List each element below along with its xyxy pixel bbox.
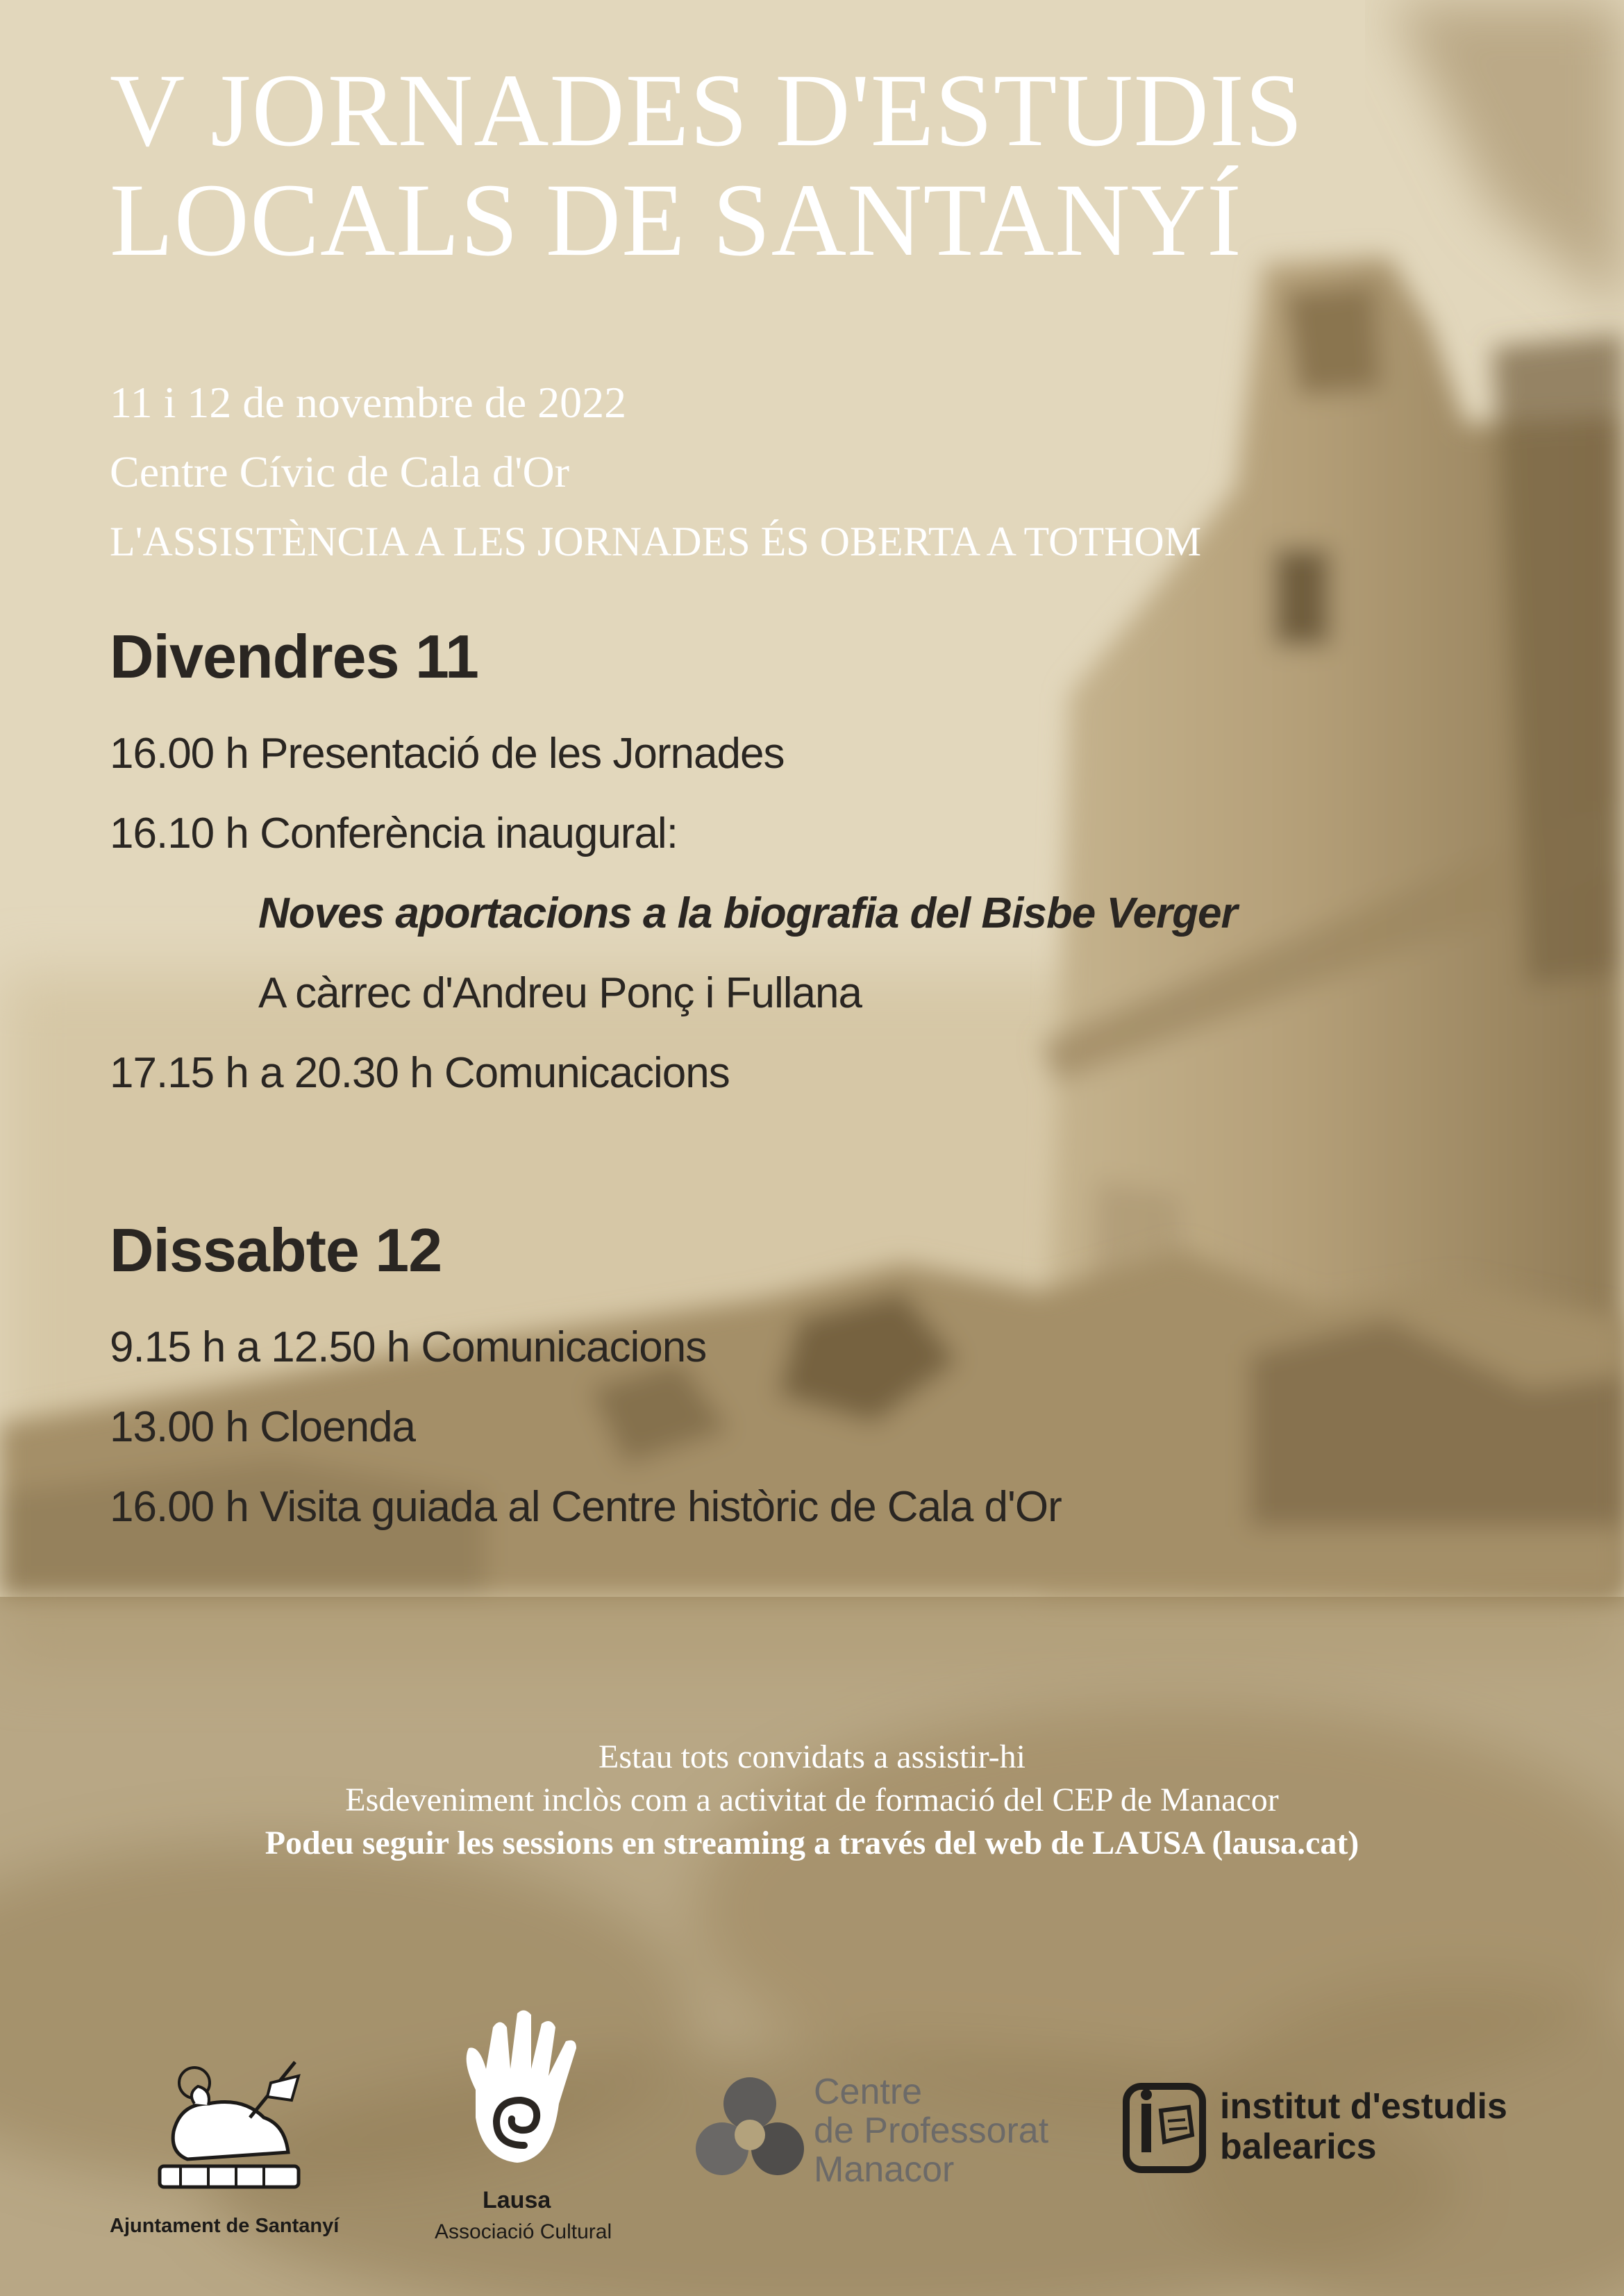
friday-item-speaker: A càrrec d'Andreu Ponç i Fullana	[258, 969, 862, 1017]
cep-label	[814, 2072, 1048, 2189]
hand-spiral-icon	[455, 2006, 594, 2173]
friday-item-talk-title: Noves aportacions a la biografia del Bisbe Verger	[258, 889, 1237, 937]
santanyi-crest-icon	[146, 2055, 312, 2208]
invitation-line: Estau tots convidats a assistir-hi	[598, 1738, 1026, 1775]
saturday-item-communications: 9.15 h a 12.50 h Comunicacions	[110, 1323, 707, 1371]
saturday-item-guided-visit: 16.00 h Visita guiada al Centre històric de Cala d'Or	[110, 1483, 1062, 1531]
ieb-mark-icon	[1119, 2079, 1209, 2177]
cep-line-1: Centre	[814, 2072, 923, 2112]
ieb-line-2: balearics	[1220, 2127, 1377, 2167]
friday-item-communications: 17.15 h a 20.30 h Comunicacions	[110, 1049, 730, 1097]
cep-line-3: Manacor	[814, 2150, 955, 2190]
training-activity-line: Esdeveniment inclòs com a activitat de formació del CEP de Manacor	[345, 1782, 1279, 1818]
event-dates: 11 i 12 de novembre de 2022	[110, 378, 627, 427]
friday-item-conference: 16.10 h Conferència inaugural:	[110, 810, 678, 857]
friday-heading: Divendres 11	[110, 622, 478, 691]
saturday-heading: Dissabte 12	[110, 1216, 442, 1284]
cep-circles-icon	[691, 2072, 809, 2190]
lausa-subtitle: Associació Cultural	[435, 2220, 612, 2243]
open-attendance-notice: L'ASSISTÈNCIA A LES JORNADES ÉS OBERTA A TOTHOM	[110, 519, 1202, 564]
event-info	[110, 368, 1201, 576]
footer-notes	[0, 1736, 1624, 1865]
santanyi-label: Ajuntament de Santanyí	[110, 2215, 340, 2237]
ieb-label	[1220, 2086, 1507, 2167]
saturday-item-closing: 13.00 h Cloenda	[110, 1403, 416, 1451]
cep-line-2: de Professorat	[814, 2111, 1049, 2151]
event-title	[110, 53, 1304, 278]
lausa-name: Lausa	[483, 2187, 551, 2213]
ieb-line-1: institut d'estudis	[1220, 2086, 1507, 2127]
title-line-2: LOCALS DE SANTANYÍ	[110, 162, 1242, 278]
friday-item-presentation: 16.00 h Presentació de les Jornades	[110, 730, 785, 778]
event-venue: Centre Cívic de Cala d'Or	[110, 447, 569, 496]
streaming-line: Podeu seguir les sessions en streaming a través del web de LAUSA (lausa.cat)	[265, 1825, 1359, 1861]
title-line-1: V JORNADES D'ESTUDIS	[110, 53, 1304, 168]
